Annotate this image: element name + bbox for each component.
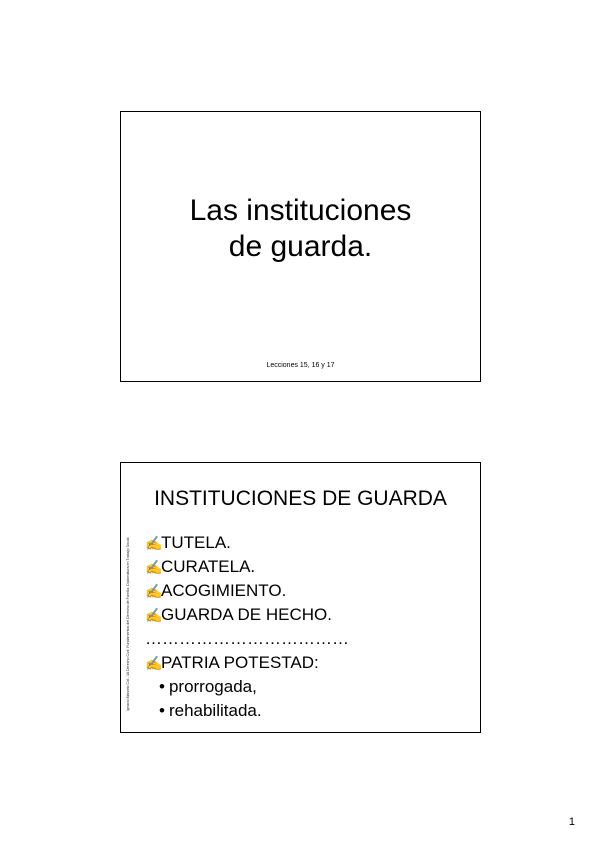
institutions-list [145, 531, 349, 723]
writing-hand-icon: ✍ [145, 583, 163, 599]
list-item [145, 603, 349, 627]
list-item-label: CURATELA. [161, 557, 256, 576]
slide-1-title-line-2: de guarda. [228, 230, 373, 263]
list-item [145, 579, 349, 603]
list-item [145, 651, 349, 675]
writing-hand-icon: ✍ [145, 535, 163, 551]
list-item-label: ACOGIMIENTO. [161, 581, 287, 600]
list-item-label: GUARDA DE HECHO. [161, 605, 332, 624]
writing-hand-icon: ✍ [145, 559, 163, 575]
sub-list-item-label: rehabilitada. [168, 701, 262, 720]
sub-list-item [145, 699, 349, 723]
slide-2-side-note: Ignacio Marcelo Cid - 18 Derecho Civil: Fundamentos del Derecho de Familia. Diplomatura en Trabajo Social [126, 537, 130, 711]
list-item-label: PATRIA POTESTAD: [161, 653, 319, 672]
bullet-icon: • [159, 677, 165, 696]
writing-hand-icon: ✍ [145, 607, 163, 623]
list-item-label: TUTELA. [161, 533, 231, 552]
slide-1-title [121, 193, 480, 265]
bullet-icon: • [159, 701, 165, 720]
sub-list-item [145, 675, 349, 699]
slide-2 [120, 462, 481, 733]
slide-1-footer: Lecciones 15, 16 y 17 [266, 362, 335, 369]
slide-1 [120, 111, 481, 382]
page-number: 1 [568, 816, 575, 828]
sub-list-item-label: prorrogada, [168, 677, 257, 696]
separator-dots: ……………………………… [145, 629, 349, 648]
writing-hand-icon: ✍ [145, 655, 163, 671]
list-item [145, 555, 349, 579]
slide-2-title: INSTITUCIONES DE GUARDA [154, 487, 447, 510]
list-item [145, 531, 349, 555]
slide-1-title-line-1: Las instituciones [189, 194, 412, 227]
